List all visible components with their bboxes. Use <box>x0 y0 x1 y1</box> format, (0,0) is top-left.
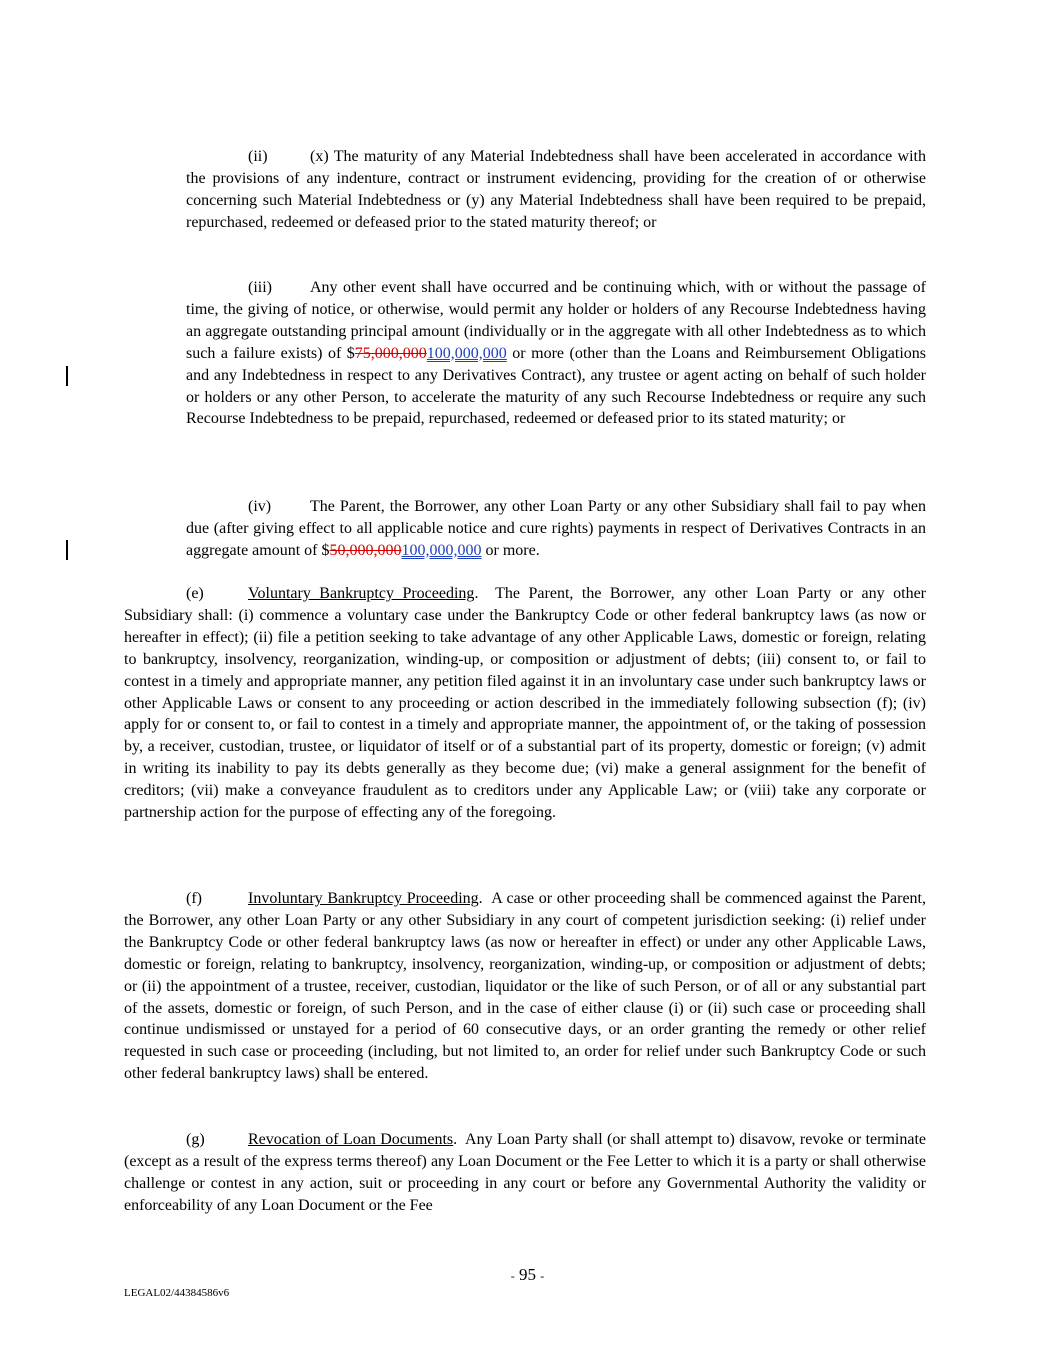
page-number-dash: - <box>540 1269 545 1283</box>
section-e-heading: Voluntary Bankruptcy Proceeding <box>248 585 475 602</box>
section-g-text: Any Loan Party shall (or shall attempt to) disavow, revoke or terminate (except as a result of the express terms thereof) any Loan Document or the Fee Letter to which it is a party or shall otherwise challenge or contest in any action, suit or proceeding in any court or before any Governmental Authority the validity or enforceability of any Loan Document or the Fee <box>124 1131 926 1214</box>
clause-ii-text: The maturity of any Material Indebtedness shall have been accelerated in accordance with the provisions of any indenture, contract or instrument evidencing, providing for the creation of or otherwise concerning such Material Indebtedness or (y) any Material Indebtedness shall have been required to be prepaid, repurchased, redeemed or defeased prior to the stated maturity thereof; or <box>186 148 927 231</box>
clause-iii-text-before: Any other event shall have occurred and be continuing which, with or without the passage of time, the giving of notice, or otherwise, would permit any holder or holders of any Recourse Indebtedness having an aggregate outstanding principal amount (individually or in the aggregate with all other Indebtedness as to which such a failure exists) of $ <box>186 279 926 362</box>
clause-iii-number: (iii) <box>248 279 272 296</box>
section-g-heading: Revocation of Loan Documents <box>248 1131 454 1148</box>
page-number-value: 95 <box>519 1265 536 1284</box>
clause-ii-sub-label: (x) <box>310 148 329 165</box>
section-f-text: A case or other proceeding shall be commenced against the Parent, the Borrower, any other Loan Party or any other Subsidiary in any court of competent jurisdiction seeking: (i) relief under the Bankruptcy Code or other federal bankruptcy laws (as now or hereafter in effect) or under any other Applicable Laws, domestic or foreign, relating to bankruptcy, insolvency, reorganization, winding-up, or composition or adjustment of debts; or (ii) the appointment of a trustee, receiver, custodian, liquidator or the like of such Person, or of all or any substantial part of the assets, domestic or foreign, of such Person, and in the case of either clause (i) or (ii) such case or proceeding shall continue undismissed or unstayed for a period of 60 consecutive days, or an order granting the remedy or other relief requested in such case or proceeding (including, but not limited to, an order for relief under such Bankruptcy Code or such other federal bankruptcy laws) shall be entered. <box>124 890 926 1083</box>
clause-ii-number: (ii) <box>248 148 268 165</box>
change-bar <box>66 366 68 386</box>
clause-iii-inserted-amount: 100,000,000 <box>426 344 507 362</box>
section-f-number: (f) <box>186 890 202 907</box>
section-e-text: The Parent, the Borrower, any other Loan Party or any other Subsidiary shall: (i) commence a voluntary case under the Bankruptcy Code or other federal bankruptcy laws (as now or hereafter in effect); (ii) file a petition seeking to take advantage of any other Applicable Laws, domestic or foreign, relating to bankruptcy, insolvency, reorganization, winding-up, or composition or adjustment of debts; (iii) consent to, or fail to contest in a timely and appropriate manner, any petition filed against it in an involuntary case under such bankruptcy laws or other Applicable Laws or consent to any proceeding or action described in the immediately following subsection (f); (iv) apply for or consent to, or fail to contest in a timely and appropriate manner, the appointment of, or the taking of possession by, a receiver, custodian, trustee, or liquidator of itself or of a substantial part of its property, domestic or foreign; (v) admit in writing its inability to pay its debts generally as they become due; (vi) make a general assignment for the benefit of creditors; (vii) make a conveyance fraudulent as to creditors under any Applicable Law; or (viii) take any corporate or partnership action for the purpose of effecting any of the foregoing. <box>124 585 926 822</box>
section-g-heading-end: . <box>453 1131 458 1148</box>
clause-ii <box>186 146 926 234</box>
clause-iv-number: (iv) <box>248 498 272 515</box>
section-e-heading-end: . <box>474 585 479 602</box>
section-e-number: (e) <box>186 585 204 602</box>
change-bar <box>66 540 68 560</box>
section-e <box>124 583 926 824</box>
clause-iii-deleted-amount: 75,000,000 <box>354 344 427 362</box>
section-f <box>124 888 926 1085</box>
clause-iv-text-before: The Parent, the Borrower, any other Loan Party or any other Subsidiary shall fail to pay when due (after giving effect to all applicable notice and cure rights) payments in respect of Derivatives Contracts in an aggregate amount of $ <box>186 498 926 559</box>
clause-iv-deleted-amount: 50,000,000 <box>329 541 402 559</box>
clause-iii-text-after: or more (other than the Loans and Reimbursement Obligations and any Indebtedness in respect to any Derivatives Contract), any trustee or agent acting on behalf of such holder or holders or any other Person, to accelerate the maturity of any such Recourse Indebtedness or require any such Recourse Indebtedness to be prepaid, repurchased, redeemed or defeased prior to its stated maturity; or <box>186 344 926 428</box>
section-f-heading: Involuntary Bankruptcy Proceeding <box>248 890 479 907</box>
page-number <box>0 1265 1055 1285</box>
clause-iii <box>186 277 926 430</box>
clause-iv <box>186 496 926 562</box>
page-number-dash: - <box>510 1269 515 1283</box>
clause-iv-text-after: or more. <box>481 541 540 559</box>
section-f-heading-end: . <box>478 890 483 907</box>
section-g-number: (g) <box>186 1131 205 1148</box>
section-g <box>124 1129 926 1217</box>
clause-iv-inserted-amount: 100,000,000 <box>401 541 482 559</box>
document-id: LEGAL02/44384586v6 <box>124 1287 230 1299</box>
